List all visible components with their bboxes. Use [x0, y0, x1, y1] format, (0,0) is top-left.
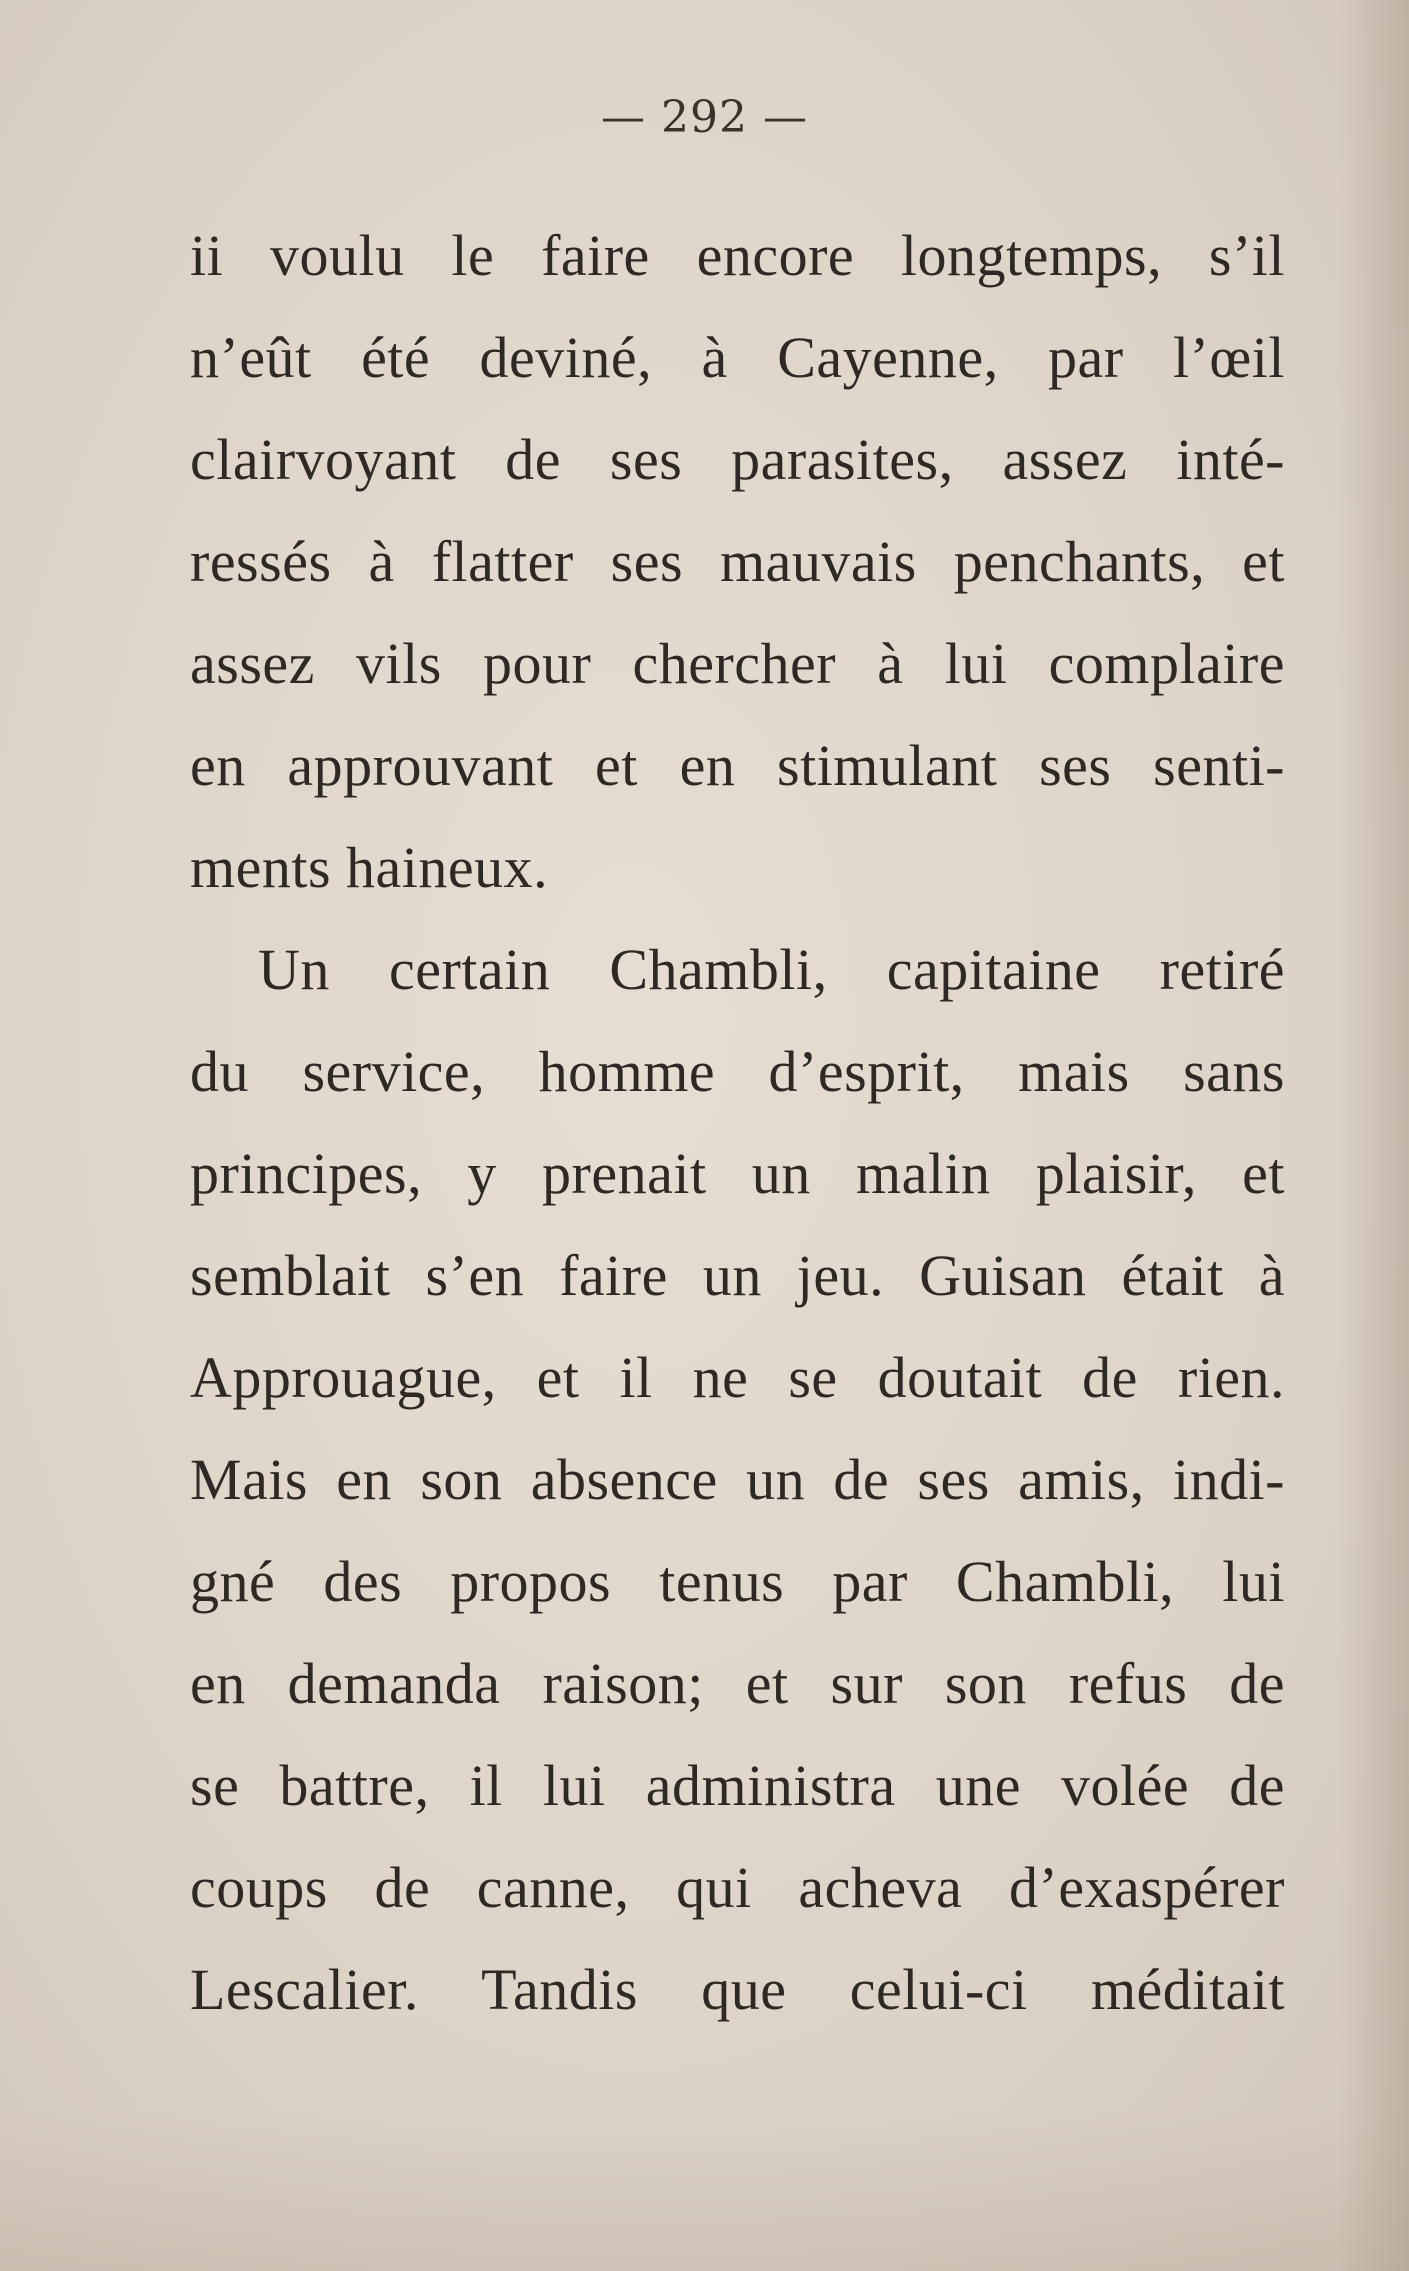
text-line: Mais en son absence un de ses amis, indi-	[190, 1447, 1285, 1512]
page-edge-shadow	[1339, 0, 1409, 2271]
text-line: clairvoyant de ses parasites, assez inté-	[190, 427, 1285, 492]
text-line: ii voulu le faire encore longtemps, s’il	[190, 223, 1285, 288]
text-line: coups de canne, qui acheva d’exaspérer	[190, 1855, 1285, 1920]
text-line: en approuvant et en stimulant ses senti-	[190, 733, 1285, 798]
text-line: du service, homme d’esprit, mais sans	[190, 1039, 1285, 1104]
page-number: — 292 —	[601, 92, 808, 143]
text-line: semblait s’en faire un jeu. Guisan était à	[190, 1243, 1285, 1308]
page-bottom-shade	[0, 2111, 1409, 2271]
text-line: assez vils pour chercher à lui complaire	[190, 631, 1285, 696]
text-line: en demanda raison; et sur son refus de	[190, 1651, 1285, 1716]
text-line: n’eût été deviné, à Cayenne, par l’œil	[190, 325, 1285, 390]
text-line: ressés à flatter ses mauvais penchants, et	[190, 529, 1285, 594]
text-line: ments haineux.	[190, 835, 549, 900]
body-text	[190, 205, 1285, 2041]
paragraph-2	[190, 919, 1285, 2041]
text-line: se battre, il lui administra une volée de	[190, 1753, 1285, 1818]
text-line: Approuague, et il ne se doutait de rien.	[190, 1345, 1285, 1410]
text-line: Un certain Chambli, capitaine retiré	[258, 937, 1285, 1002]
text-line: Lescalier. Tandis que celui-ci méditait	[190, 1957, 1285, 2022]
text-line: principes, y prenait un malin plaisir, et	[190, 1141, 1285, 1206]
text-line: gné des propos tenus par Chambli, lui	[190, 1549, 1285, 1614]
paragraph-1	[190, 205, 1285, 919]
